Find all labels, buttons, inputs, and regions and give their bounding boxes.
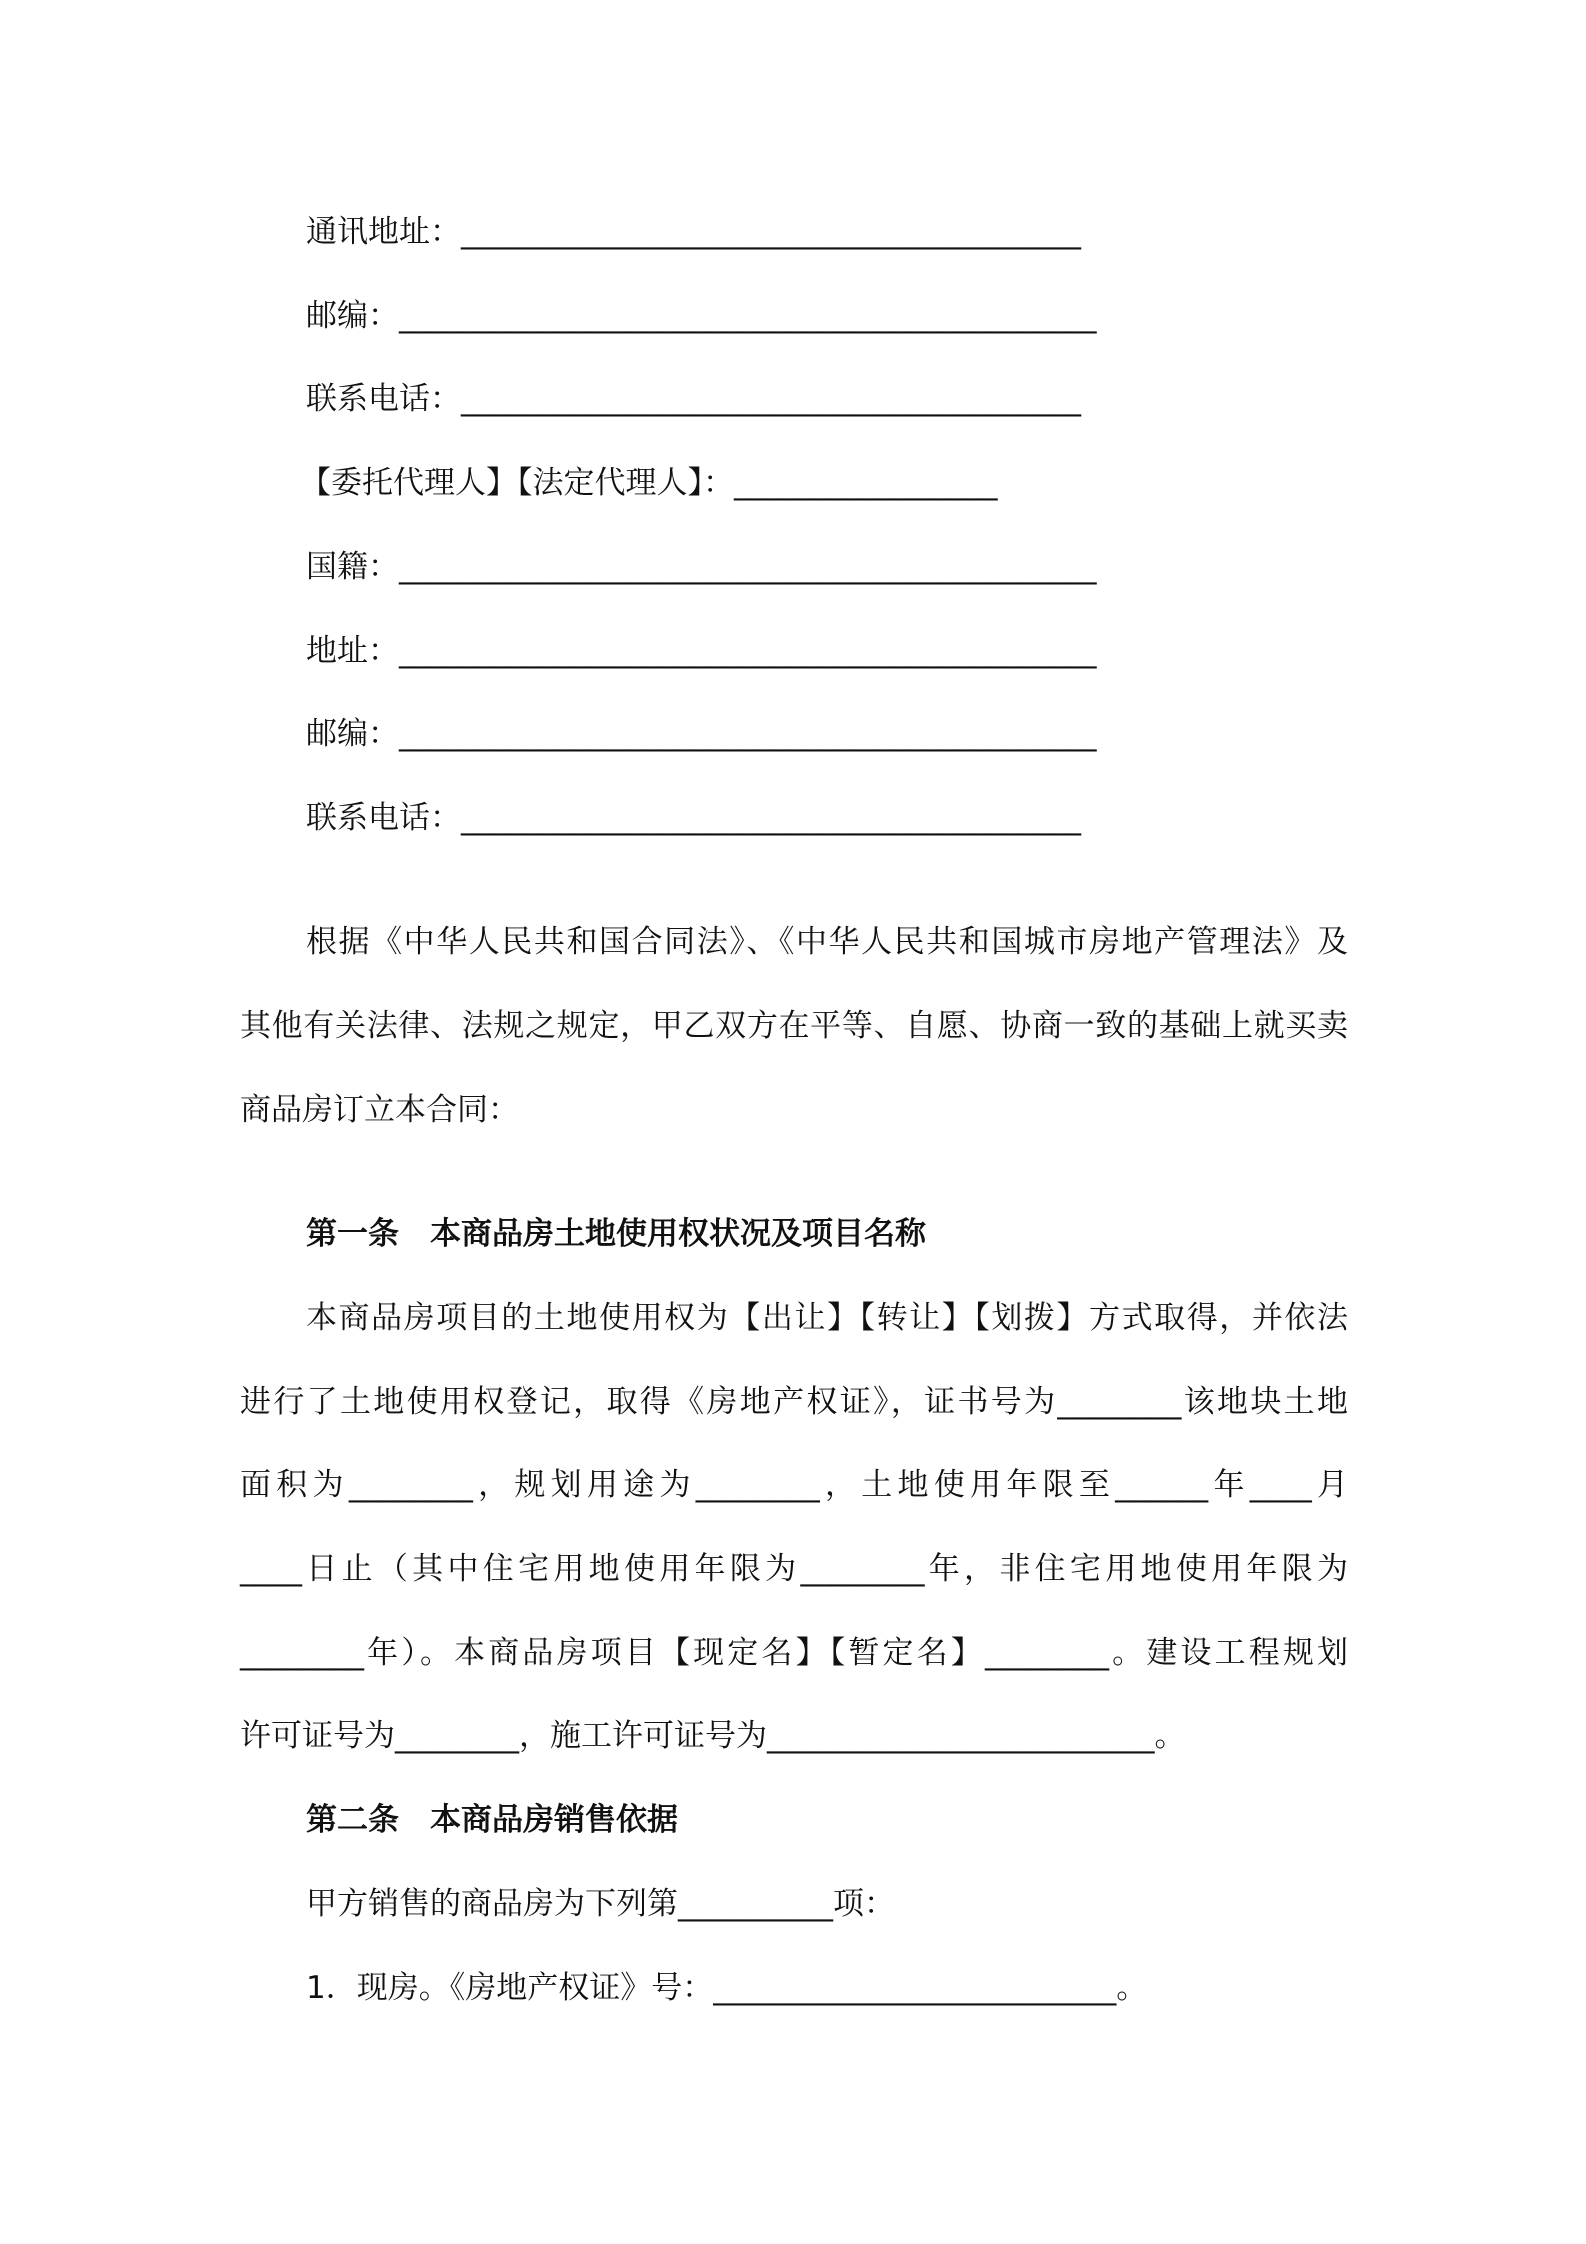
preamble-line-3: 商品房订立本合同： <box>240 1092 519 1128</box>
field-phone: 联系电话：________________________________________ <box>306 381 1081 417</box>
field-agent: 【委托代理人】【法定代理人】：_________________ <box>300 465 998 501</box>
article1-heading: 第一条 本商品房土地使用权状况及项目名称 <box>306 1216 926 1252</box>
article1-line-1: 本商品房项目的土地使用权为【出让】【转让】【划拨】方式取得，并依法 <box>306 1300 1348 1336</box>
preamble-line-1: 根据《中华人民共和国合同法》、《中华人民共和国城市房地产管理法》及 <box>306 924 1348 960</box>
article1-line-3: 面积为________，规划用途为________，土地使用年限至______年____月 <box>240 1467 1348 1503</box>
article1-line-6: 许可证号为________，施工许可证号为_________________________。 <box>240 1718 1186 1754</box>
field-agent-postcode: 邮编：_____________________________________________ <box>306 716 1097 752</box>
preamble-line-2: 其他有关法律、法规之规定，甲乙双方在平等、自愿、协商一致的基础上就买卖 <box>240 1008 1348 1044</box>
article1-line-4: ____日止（其中住宅用地使用年限为________年，非住宅用地使用年限为 <box>240 1551 1348 1587</box>
field-agent-address: 地址：_____________________________________________ <box>306 633 1097 669</box>
field-postcode: 邮编：_____________________________________________ <box>306 298 1097 334</box>
article1-line-2: 进行了土地使用权登记，取得《房地产权证》，证书号为________该地块土地 <box>240 1384 1348 1420</box>
field-agent-phone: 联系电话：________________________________________ <box>306 800 1081 836</box>
article2-line-1: 甲方销售的商品房为下列第__________项： <box>306 1886 895 1922</box>
field-nationality: 国籍：_____________________________________________ <box>306 549 1097 585</box>
article2-line-2: 1．现房。《房地产权证》号：__________________________。 <box>306 1970 1148 2006</box>
article2-heading: 第二条 本商品房销售依据 <box>306 1802 678 1838</box>
field-address: 通讯地址：________________________________________ <box>306 214 1081 250</box>
article1-line-5: ________年）。本商品房项目【现定名】【暂定名】________。建设工程规划 <box>240 1635 1348 1671</box>
